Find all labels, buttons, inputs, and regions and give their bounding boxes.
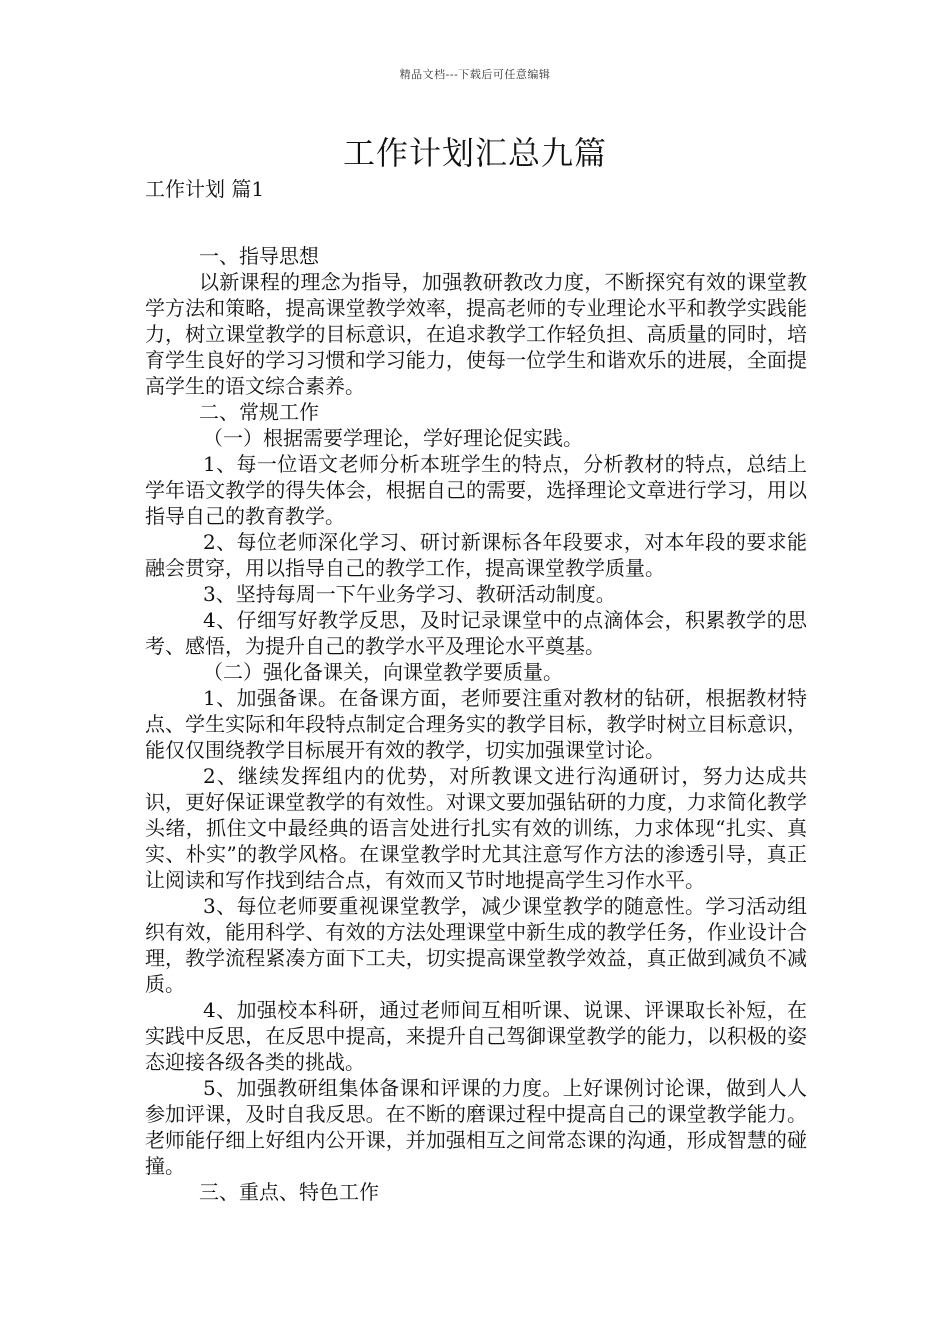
list-item: 2、每位老师深化学习、研讨新课标各年段要求，对本年段的要求能融会贯穿，用以指导自己的教学工作，提高课堂教学质量。 bbox=[145, 530, 807, 580]
subheading: （二）强化备课关，向课堂教学要质量。 bbox=[203, 660, 563, 684]
heading-key-work: 三、重点、特色工作 bbox=[199, 1180, 379, 1204]
heading-routine-work: 二、常规工作 bbox=[199, 400, 319, 424]
paragraph: 以新课程的理念为指导，加强教研教改力度，不断探究有效的课堂教学方法和策略，提高课堂教学效率，提高老师的专业理论水平和教学实践能力，树立课堂教学的目标意识，在追求教学工作轻负担、高质量的同时，培育学生良好的学习习惯和学习能力，使每一位学生和谐欢乐的进展，全面提高学生的语文综合素养。 bbox=[145, 270, 807, 398]
heading-guiding-ideology: 一、指导思想 bbox=[199, 244, 319, 268]
list-item: 1、每一位语文老师分析本班学生的特点，分析教材的特点，总结上学年语文教学的得失体会，根据自己的需要，选择理论文章进行学习，用以指导自己的教育教学。 bbox=[145, 452, 807, 528]
page-header: 精品文档---下载后可任意编辑 bbox=[399, 68, 551, 81]
list-item: 3、坚持每周一下午业务学习、教研活动制度。 bbox=[203, 582, 616, 606]
subheading: （一）根据需要学理论，学好理论促实践。 bbox=[203, 426, 583, 450]
list-item: 4、仔细写好教学反思，及时记录课堂中的点滴体会，积累教学的思考、感悟，为提升自己的教学水平及理论水平奠基。 bbox=[145, 608, 807, 658]
list-item: 2、继续发挥组内的优势，对所教课文进行沟通研讨，努力达成共识，更好保证课堂教学的有效性。对课文要加强钻研的力度，力求简化教学头绪，抓住文中最经典的语言处进行扎实有效的训练，力求体现“扎实、真实、朴实”的教学风格。在课堂教学时尤其注意写作方法的渗透引导，真正让阅读和写作找到结合点，有效而又节时地提高学生习作水平。 bbox=[145, 764, 807, 892]
list-item: 4、加强校本科研，通过老师间互相听课、说课、评课取长补短，在实践中反思，在反思中提高，来提升自己驾御课堂教学的能力，以积极的姿态迎接各级各类的挑战。 bbox=[145, 998, 807, 1074]
document-body bbox=[145, 243, 807, 1205]
section-subtitle: 工作计划 篇1 bbox=[145, 177, 265, 201]
document-title: 工作计划汇总九篇 bbox=[342, 134, 607, 172]
list-item: 5、加强教研组集体备课和评课的力度。上好课例讨论课，做到人人参加评课，及时自我反思。在不断的磨课过程中提高自己的课堂教学能力。老师能仔细上好组内公开课，并加强相互之间常态课的沟通，形成智慧的碰撞。 bbox=[145, 1076, 807, 1178]
list-item: 1、加强备课。在备课方面，老师要注重对教材的钻研，根据教材特点、学生实际和年段特点制定合理务实的教学目标，教学时树立目标意识，能仅仅围绕教学目标展开有效的教学，切实加强课堂讨论。 bbox=[145, 686, 807, 762]
list-item: 3、每位老师要重视课堂教学，减少课堂教学的随意性。学习活动组织有效，能用科学、有效的方法处理课堂中新生成的教学任务，作业设计合理，教学流程紧凑方面下工夫，切实提高课堂教学效益，真正做到减负不减质。 bbox=[145, 894, 807, 996]
